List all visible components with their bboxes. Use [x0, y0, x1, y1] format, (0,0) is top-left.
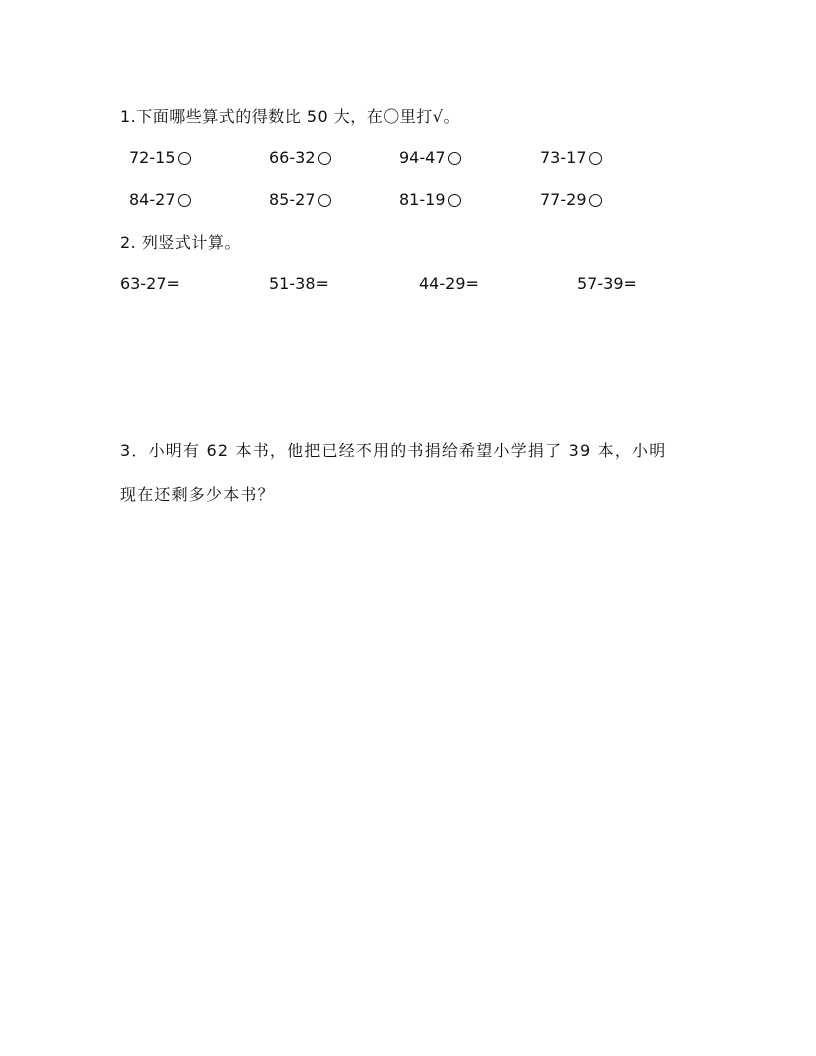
- expression-text: 84-27: [129, 190, 176, 209]
- q1-expression-item: [129, 190, 191, 210]
- q1-expression-item: [269, 148, 331, 168]
- answer-circle-icon[interactable]: [448, 194, 461, 207]
- q1-expression-item: [129, 148, 191, 168]
- q1-expression-item: [399, 190, 461, 210]
- answer-circle-icon[interactable]: [178, 152, 191, 165]
- expression-text: 72-15: [129, 148, 176, 167]
- q2-equation: 51-38=: [269, 274, 329, 293]
- question-3-text-line-1: 3．小明有 62 本书，他把已经不用的书捐给希望小学捐了 39 本，小明: [120, 441, 667, 460]
- answer-circle-icon[interactable]: [448, 152, 461, 165]
- question-2-title: 2. 列竖式计算。: [120, 233, 241, 252]
- q2-equation: 44-29=: [419, 274, 479, 293]
- q1-expression-item: [540, 190, 602, 210]
- q2-equation: 57-39=: [577, 274, 637, 293]
- q1-expression-item: [399, 148, 461, 168]
- expression-text: 85-27: [269, 190, 316, 209]
- expression-text: 94-47: [399, 148, 446, 167]
- expression-text: 77-29: [540, 190, 587, 209]
- q1-expression-item: [269, 190, 331, 210]
- answer-circle-icon[interactable]: [589, 194, 602, 207]
- answer-circle-icon[interactable]: [318, 152, 331, 165]
- answer-circle-icon[interactable]: [318, 194, 331, 207]
- answer-circle-icon[interactable]: [589, 152, 602, 165]
- expression-text: 73-17: [540, 148, 587, 167]
- answer-circle-icon[interactable]: [178, 194, 191, 207]
- expression-text: 66-32: [269, 148, 316, 167]
- question-3-text-line-2: 现在还剩多少本书？: [120, 485, 275, 504]
- question-1-title: 1.下面哪些算式的得数比 50 大，在〇里打√。: [120, 107, 460, 126]
- q1-expression-item: [540, 148, 602, 168]
- expression-text: 81-19: [399, 190, 446, 209]
- q2-equation: 63-27=: [120, 274, 180, 293]
